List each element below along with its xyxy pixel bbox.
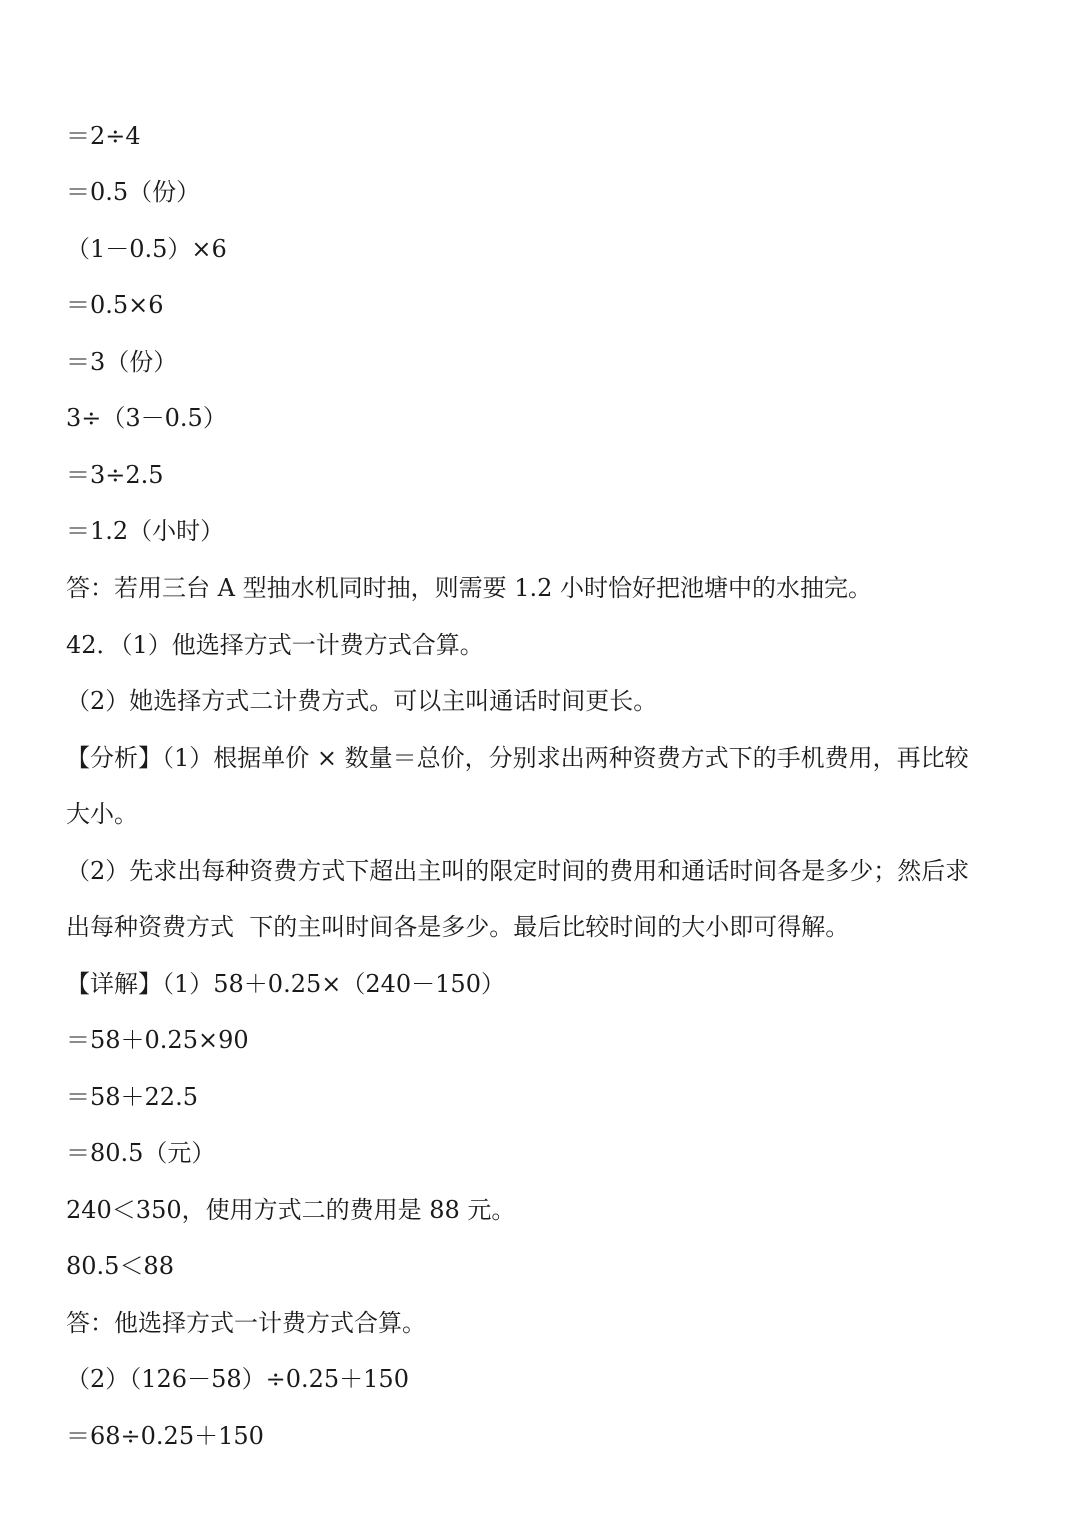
text-line: （1－0.5）×6: [66, 235, 227, 263]
text-line: 大小。: [66, 800, 138, 828]
text-line: ＝3（份）: [66, 348, 178, 376]
analysis-line: 【分析】（1）根据单价 × 数量＝总价，分别求出两种资费方式下的手机费用，再比较: [66, 744, 969, 772]
text-line: ＝1.2（小时）: [66, 517, 225, 545]
text-line: ＝80.5（元）: [66, 1139, 216, 1167]
text-line: ＝58＋22.5: [66, 1083, 198, 1111]
text-line: （2）（126－58）÷0.25＋150: [66, 1365, 409, 1393]
text-line: ＝68÷0.25＋150: [66, 1422, 264, 1450]
text-line: ＝58＋0.25×90: [66, 1026, 249, 1054]
text-line: ＝0.5×6: [66, 291, 164, 319]
text-line: 240＜350，使用方式二的费用是 88 元。: [66, 1196, 516, 1224]
text-line: 出每种资费方式 下的主叫时间各是多少。最后比较时间的大小即可得解。: [66, 913, 850, 941]
detail-line: 【详解】（1）58＋0.25×（240－150）: [66, 970, 505, 998]
text-line: （2）她选择方式二计费方式。可以主叫通话时间更长。: [66, 687, 658, 715]
text-line: ＝3÷2.5: [66, 461, 164, 489]
text-line: 3÷（3－0.5）: [66, 404, 227, 432]
answer-line: 答：若用三台 A 型抽水机同时抽，则需要 1.2 小时恰好把池塘中的水抽完。: [66, 574, 873, 602]
text-line: ＝0.5（份）: [66, 178, 201, 206]
question-heading: 42．（1）他选择方式一计费方式合算。: [66, 631, 484, 659]
text-line: （2）先求出每种资费方式下超出主叫的限定时间的费用和通话时间各是多少；然后求: [66, 857, 970, 885]
answer-line: 答：他选择方式一计费方式合算。: [66, 1309, 426, 1337]
text-line: 80.5＜88: [66, 1252, 174, 1280]
text-line: ＝2÷4: [66, 122, 141, 150]
